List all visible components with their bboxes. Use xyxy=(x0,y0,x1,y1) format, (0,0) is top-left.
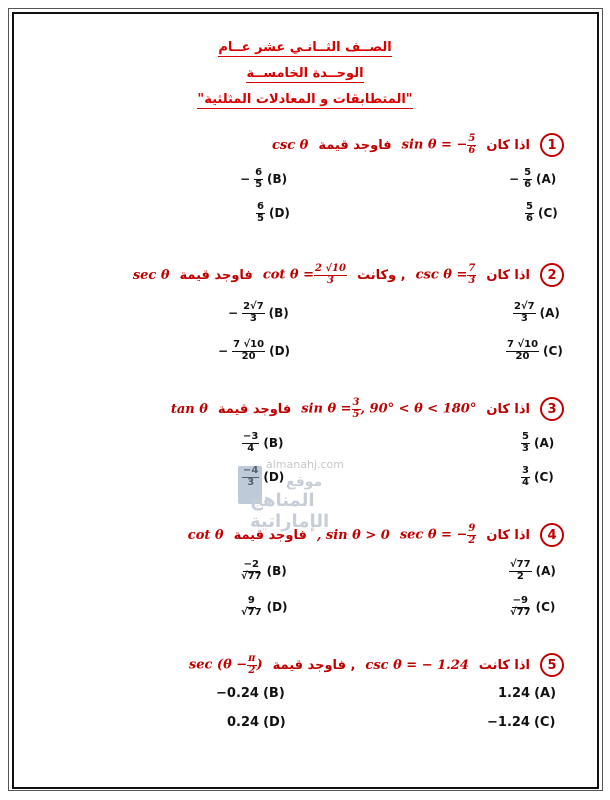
question-ask: فاوجد قيمة xyxy=(179,267,253,283)
question-number: 3 xyxy=(540,397,564,421)
option-c[interactable]: $\frac{3}{4}$ (C) xyxy=(522,465,554,488)
watermark-line2: المناهج الإماراتية xyxy=(250,490,330,532)
watermark xyxy=(236,458,356,532)
header-topic: "المتطابقات و المعادلات المثلثية" xyxy=(197,92,413,107)
target-expression: sec θ xyxy=(132,267,170,283)
option-d[interactable]: $\frac{9}{√77}$ (D) xyxy=(241,595,288,618)
question-ask: فاوجد قيمة xyxy=(233,527,307,543)
target-expression: cot θ xyxy=(187,527,224,543)
question-intro: اذا كان xyxy=(486,401,530,417)
question-1 xyxy=(80,132,564,158)
question-5 xyxy=(80,652,564,678)
question-number: 1 xyxy=(540,133,564,157)
option-a[interactable]: 1.24 (A) xyxy=(498,686,557,701)
question-intro: اذا كان xyxy=(486,267,530,283)
header-grade: الصــف الثــانـي عشر عــام xyxy=(218,40,392,55)
option-a[interactable]: $\frac{√77}{2}$ (A) xyxy=(510,559,556,582)
condition-expression: , sin θ > 0 xyxy=(316,527,390,543)
option-c[interactable]: $\frac{5}{6}$ (C) xyxy=(526,201,558,224)
option-a[interactable]: $\frac{2√7}{3}$ (A) xyxy=(514,301,560,324)
question-ask: , فاوجد قيمة xyxy=(272,657,356,673)
option-d[interactable]: − $\frac{7 √10}{20}$ (D) xyxy=(218,339,291,362)
question-ask: فاوجد قيمة xyxy=(318,137,392,153)
question-ask: فاوجد قيمة xyxy=(217,401,292,417)
given-expression: csc θ = − 1.24 xyxy=(365,657,469,673)
question-4 xyxy=(80,522,564,548)
option-a[interactable]: $\frac{5}{3}$ (A) xyxy=(522,431,555,454)
given-expression: sec θ = − $\frac{9}{2}$ xyxy=(399,523,476,546)
given-expression: csc θ = $\frac{7}{3}$ xyxy=(415,263,476,286)
question-3 xyxy=(80,396,564,422)
option-b[interactable]: $\frac{-3}{4}$ (B) xyxy=(243,431,284,454)
option-b[interactable]: − $\frac{6}{5}$ (B) xyxy=(240,167,288,190)
option-d[interactable]: (D) xyxy=(242,466,284,488)
option-a[interactable]: − $\frac{5}{6}$ (A) xyxy=(509,167,557,190)
question-number: 4 xyxy=(540,523,564,547)
option-c[interactable]: $\frac{-9}{√77}$ (C) xyxy=(510,595,556,618)
option-b[interactable]: − $\frac{2√7}{3}$ (B) xyxy=(228,301,289,324)
option-b[interactable]: −0.24 (B) xyxy=(216,686,285,701)
question-intro: اذا كان xyxy=(486,527,530,543)
target-expression: sec (θ − $\frac{\pi}{2}$ ) xyxy=(188,653,263,676)
target-expression: tan θ xyxy=(170,401,208,417)
option-d[interactable]: 0.24 (D) xyxy=(227,715,286,730)
watermark-site: almanahj.com xyxy=(266,458,344,471)
option-b[interactable]: $\frac{-2}{√77}$ (B) xyxy=(241,559,287,582)
header-unit: الوحــدة الخامســة xyxy=(246,66,364,81)
option-d[interactable]: $\frac{6}{5}$ (D) xyxy=(257,201,290,224)
watermark-line1: موقع xyxy=(286,474,323,490)
question-number: 5 xyxy=(540,653,564,677)
target-expression: csc θ xyxy=(271,137,309,153)
question-number: 2 xyxy=(540,263,564,287)
question-mid: , وكانت xyxy=(356,267,406,283)
given-expression: sin θ = − $\frac{5}{6}$ xyxy=(401,133,476,156)
option-c[interactable]: −1.24 (C) xyxy=(487,715,556,730)
given-expression: sin θ = $\frac{3}{5}$ , 90° < θ < 180° xyxy=(301,397,477,420)
given-expression-2: cot θ = $\frac{2 √10}{3}$ xyxy=(262,263,346,286)
question-intro: اذا كانت xyxy=(478,657,530,673)
question-intro: اذا كان xyxy=(486,137,530,153)
question-2 xyxy=(80,262,564,288)
option-c[interactable]: $\frac{7 √10}{20}$ (C) xyxy=(507,339,563,362)
